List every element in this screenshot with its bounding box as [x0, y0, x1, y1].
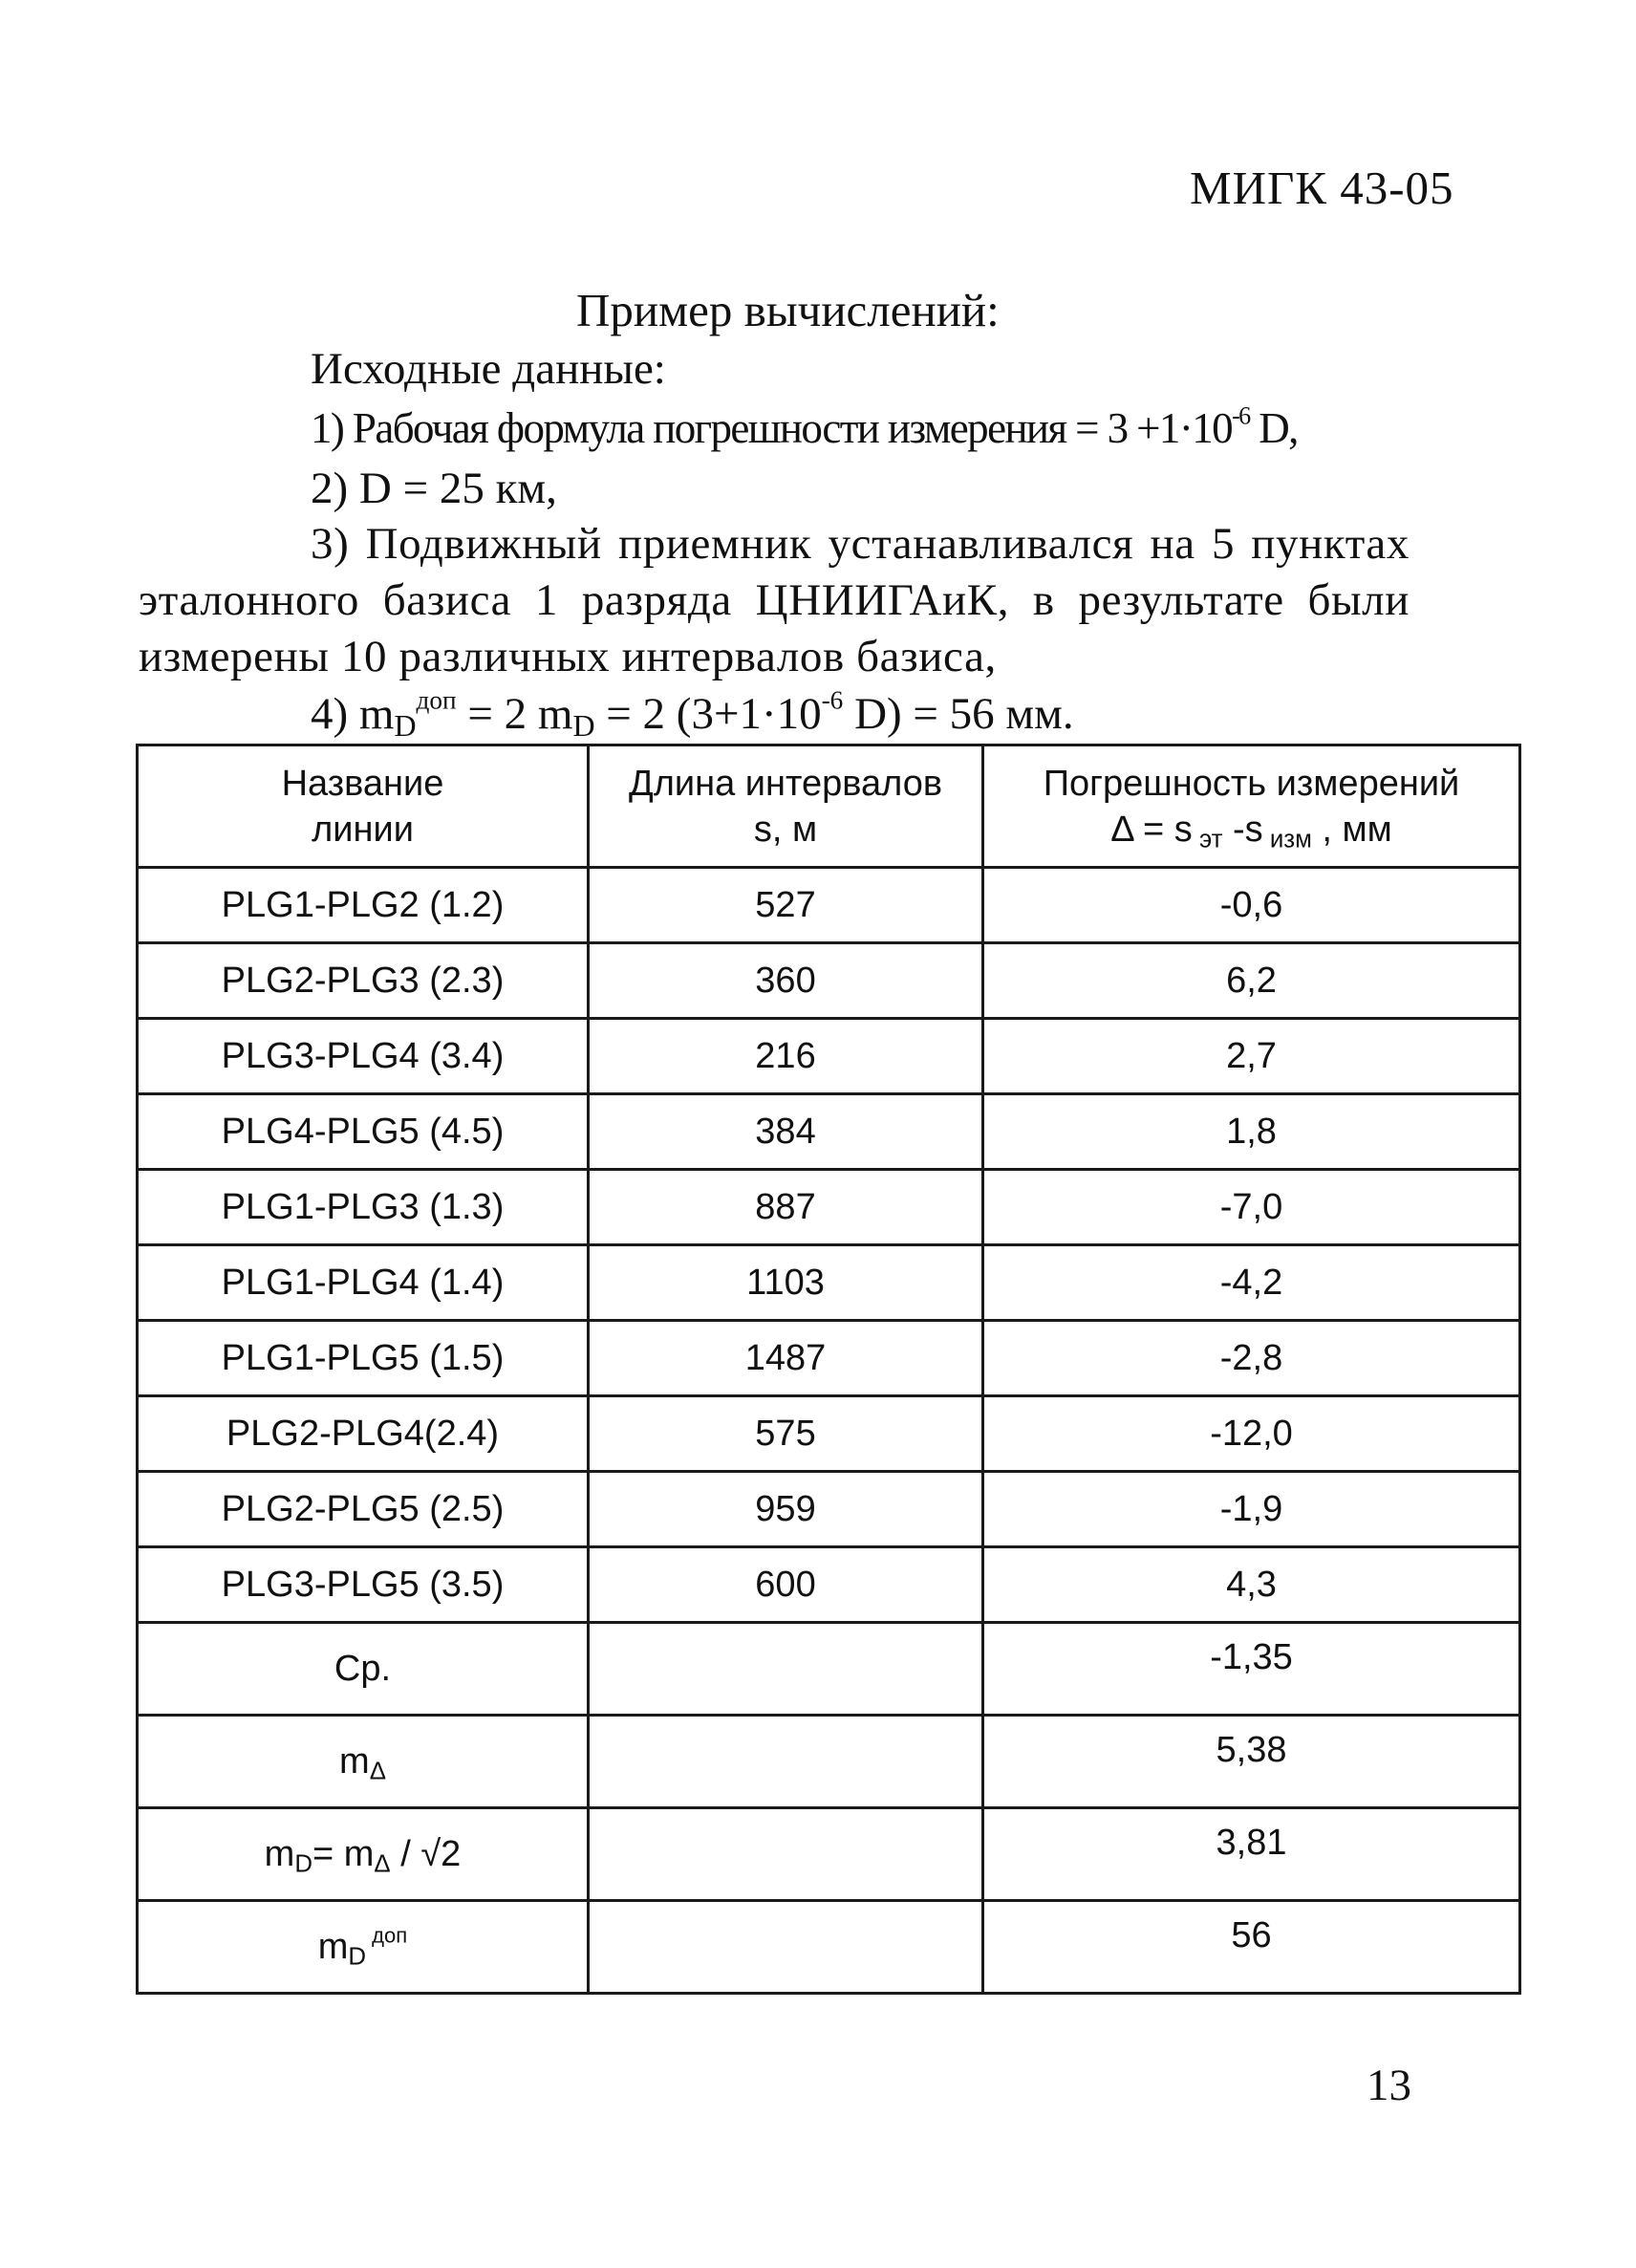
header-interval-length-1: Длина интервалов [628, 763, 943, 804]
line-name-cell: PLG4-PLG5 (4.5) [138, 1094, 589, 1170]
line-name-cell: PLG1-PLG4 (1.4) [138, 1245, 589, 1321]
table-row [138, 1472, 1520, 1547]
error-cell: 1,8 [983, 1094, 1520, 1170]
line-name-cell: PLG1-PLG5 (1.5) [138, 1321, 589, 1396]
empty-cell [589, 1623, 983, 1716]
error-cell: -0,6 [983, 868, 1520, 943]
error-cell: -4,2 [983, 1245, 1520, 1321]
item-1-exponent: -6 [1232, 401, 1250, 430]
header-measurement-error [983, 745, 1520, 868]
interval-length-cell: 360 [589, 943, 983, 1019]
line-name-cell: PLG2-PLG4(2.4) [138, 1396, 589, 1472]
m-d-sqrt: / √2 [390, 1833, 462, 1874]
source-data-label: Исходные данные: [311, 344, 666, 394]
line-name-cell: PLG2-PLG3 (2.3) [138, 943, 589, 1019]
item-1-tail: D, [1249, 404, 1298, 452]
header-error-sub-et: эт [1192, 825, 1223, 853]
empty-cell [589, 1808, 983, 1901]
error-cell: 6,2 [983, 943, 1520, 1019]
table-row [138, 1321, 1520, 1396]
measurement-table [136, 744, 1521, 1995]
header-error-minus: -s [1222, 809, 1263, 850]
error-cell: 2,7 [983, 1019, 1520, 1094]
m-d-dop-sup: доп [366, 1922, 408, 1947]
mean-value: -1,35 [983, 1623, 1520, 1716]
header-line-name [138, 745, 589, 868]
line-name-cell: PLG1-PLG3 (1.3) [138, 1170, 589, 1245]
interval-length-cell: 575 [589, 1396, 983, 1472]
page-number: 13 [1367, 2061, 1411, 2110]
item-4-sub2: D [572, 708, 595, 743]
line-name-cell: PLG3-PLG4 (3.4) [138, 1019, 589, 1094]
interval-length-cell: 384 [589, 1094, 983, 1170]
empty-cell [589, 1901, 983, 1994]
table-row [138, 868, 1520, 943]
summary-row-mean [138, 1623, 1520, 1716]
error-cell: -7,0 [983, 1170, 1520, 1245]
error-cell: -12,0 [983, 1396, 1520, 1472]
m-d-eq: = m [312, 1833, 375, 1874]
line-name-cell: PLG3-PLG5 (3.5) [138, 1547, 589, 1623]
m-d-dop-label [138, 1901, 589, 1994]
header-line-name-2: линии [312, 809, 414, 850]
summary-row-m-d-dop [138, 1901, 1520, 1994]
m-d-dop-value: 56 [983, 1901, 1520, 1994]
item-4-prefix: 4) m [311, 689, 395, 739]
header-error-delta: Δ = s [1110, 809, 1193, 850]
table-row [138, 1170, 1520, 1245]
item-1-formula [311, 403, 1298, 453]
mean-label: Ср. [138, 1623, 589, 1716]
table-row [138, 1245, 1520, 1321]
item-4-sub: D [394, 708, 417, 743]
header-interval-length [589, 745, 983, 868]
interval-length-cell: 1103 [589, 1245, 983, 1321]
m-delta-m: m [339, 1740, 370, 1782]
item-4-rest: = 2 (3+1·10 [594, 689, 822, 739]
summary-row-m-delta [138, 1716, 1520, 1808]
interval-length-cell: 527 [589, 868, 983, 943]
interval-length-cell: 1487 [589, 1321, 983, 1396]
document-code: МИГК 43-05 [1190, 162, 1454, 214]
m-d-m: m [264, 1833, 295, 1874]
header-error-unit: , мм [1311, 809, 1392, 850]
item-4-mid: = 2 m [456, 689, 573, 739]
header-measurement-error-1: Погрешность измерений [1043, 763, 1460, 804]
summary-row-m-d [138, 1808, 1520, 1901]
item-1-text: 1) Рабочая формула погрешности измерения = 3 +1·10 [311, 404, 1233, 452]
m-d-sub: D [294, 1849, 312, 1877]
table-header-row [138, 745, 1520, 868]
header-error-sub-izm: изм [1262, 825, 1312, 853]
item-4-end: D) = 56 мм. [843, 689, 1074, 739]
m-d-sub-delta: Δ [374, 1849, 391, 1877]
item-3-paragraph: 3) Подвижный приемник устанавливался на 5 пунктах эталонного базиса 1 разряда ЦНИИГАиК, в результате были измерены 10 различных интервалов базиса, [139, 519, 1410, 681]
error-cell: -2,8 [983, 1321, 1520, 1396]
item-2-distance: 2) D = 25 км, [311, 464, 557, 513]
empty-cell [589, 1716, 983, 1808]
interval-length-cell: 959 [589, 1472, 983, 1547]
table-row [138, 1396, 1520, 1472]
table-row [138, 1547, 1520, 1623]
item-4-sup: доп [416, 685, 457, 715]
line-name-cell: PLG2-PLG5 (2.5) [138, 1472, 589, 1547]
table-row [138, 943, 1520, 1019]
table-row [138, 1019, 1520, 1094]
header-measurement-error-2 [984, 807, 1518, 853]
m-delta-label [138, 1716, 589, 1808]
item-4-formula [311, 685, 1074, 743]
m-d-dop-m: m [317, 1926, 349, 1967]
m-d-value: 3,81 [983, 1808, 1520, 1901]
m-delta-value: 5,38 [983, 1716, 1520, 1808]
error-cell: 4,3 [983, 1547, 1520, 1623]
interval-length-cell: 216 [589, 1019, 983, 1094]
table-row [138, 1094, 1520, 1170]
error-cell: -1,9 [983, 1472, 1520, 1547]
interval-length-cell: 887 [589, 1170, 983, 1245]
m-d-dop-sub: D [348, 1942, 367, 1970]
m-delta-sub: Δ [369, 1757, 386, 1784]
line-name-cell: PLG1-PLG2 (1.2) [138, 868, 589, 943]
header-interval-length-2: s, м [753, 809, 818, 850]
interval-length-cell: 600 [589, 1547, 983, 1623]
m-d-label [138, 1808, 589, 1901]
header-line-name-1: Название [281, 763, 444, 804]
example-title: Пример вычислений: [576, 284, 1000, 336]
item-4-exponent: -6 [821, 685, 844, 715]
